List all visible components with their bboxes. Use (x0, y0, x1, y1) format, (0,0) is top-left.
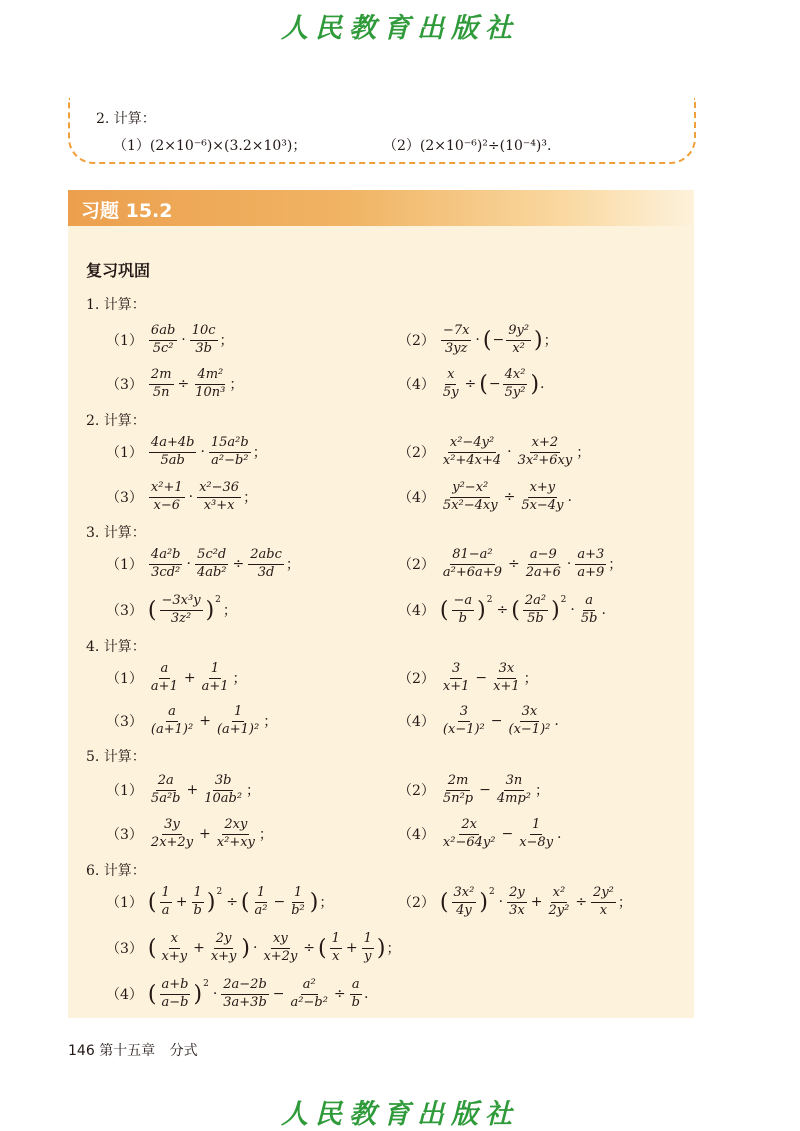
q6-item-4: （4） ( $\frac{a+b}{a-b}$ ) 2 · $\frac{2a-2b}{3a+3b}$ − $\frac{\text{a²}}{\text{a²−b²}}$ ÷ $\frac{a}{b}$ . (106, 977, 369, 1010)
question-3: 3. 计算： (86, 525, 146, 541)
q1-item-3: （3） $\frac{2m}{5n}$ ÷ $\frac{\text{4m²}}{\text{10n³}}$ ； (106, 367, 244, 400)
watermark-bottom: 人民教育出版社 (281, 1099, 519, 1130)
q3-item-3: （3） ( $\frac{\text{−3x³y}}{\text{3z²}}$ ) 2 ； (106, 593, 237, 626)
q1-item-4: （4） $\frac{x}{5y}$ ÷ ( − $\frac{\text{4x²}}{\text{5y²}}$ ) . (398, 367, 545, 400)
question-5: 5. 计算： (86, 749, 146, 765)
q6-item-1: （1） ( $\frac{1}{a}$ + $\frac{1}{b}$ ) 2 ÷ ( $\frac{1}{\text{a²}}$ − $\frac{1}{\text{b²}}$ ) ； (106, 885, 334, 918)
page-footer (68, 1040, 198, 1060)
q3-item-2: （2） $\frac{\text{81−a²}}{\text{a²+6a+9}}$ ÷ $\frac{a-9}{2a+6}$ · $\frac{a+3}{a+9}$ ； (398, 547, 623, 580)
q4-item-4: （4） $\frac{3}{\text{(x−1)²}}$ − $\frac{3x}{\text{(x−1)²}}$ . (398, 704, 559, 737)
q1-item-2: （2） $\frac{-7x}{3yz}$ · ( − $\frac{\text{9y²}}{\text{x²}}$ ) ； (398, 323, 558, 356)
question-1: 1. 计算： (86, 297, 146, 313)
q5-item-1: （1） $\frac{2a}{\text{5a²b}}$ + $\frac{3b}{\text{10ab²}}$ ； (106, 773, 261, 806)
q5-item-4: （4） $\frac{2x}{\text{x²−64y²}}$ − $\frac{1}{x-8y}$ . (398, 817, 562, 850)
practice-item-2: （2）(2×10⁻⁶)²÷(10⁻⁴)³. (383, 138, 552, 154)
q2-item-2: （2） $\frac{\text{x²−4y²}}{\text{x²+4x+4}}$ · $\frac{x+2}{\text{3x²+6xy}}$ ； (398, 435, 591, 468)
chapter-title: 分式 (169, 1043, 198, 1059)
section-title: 复习巩固 (86, 261, 151, 280)
q3-item-1: （1） $\frac{\text{4a²b}}{\text{3cd²}}$ · $\frac{\text{5c²d}}{\text{4ab²}}$ ÷ $\frac{\text{2abc}}{3d}$ ； (106, 547, 300, 580)
q4-item-3: （3） $\frac{a}{\text{(a+1)²}}$ + $\frac{1}{\text{(a+1)²}}$ ； (106, 704, 278, 737)
watermark-top: 人民教育出版社 (281, 13, 519, 44)
page-number: 146 (68, 1043, 95, 1059)
q2-item-1: （1） $\frac{4a+4b}{5ab}$ · $\frac{\text{15a²b}}{\text{a²−b²}}$ ； (106, 435, 267, 468)
q2-item-4: （4） $\frac{\text{y²−x²}}{\text{5x²−4xy}}$ ÷ $\frac{x+y}{5x-4y}$ . (398, 480, 572, 513)
q6-item-3: （3） ( $\frac{x}{x+y}$ + $\frac{2y}{x+y}$ ) · $\frac{xy}{x+2y}$ ÷ ( $\frac{1}{x}$ + $\frac{1}{y}$ ) ； (106, 931, 401, 964)
practice-item-1: （1）(2×10⁻⁶)×(3.2×10³)； (113, 138, 307, 154)
exercise-title: 习题 15.2 (81, 200, 173, 222)
q1-item-1: （1） $\frac{6ab}{\text{5c²}}$ · $\frac{10c}{3b}$ ； (106, 323, 234, 356)
practice-title: 2. 计算： (96, 111, 156, 127)
question-2: 2. 计算： (86, 413, 146, 429)
q5-item-3: （3） $\frac{3y}{2x+2y}$ + $\frac{2xy}{\text{x²+xy}}$ ； (106, 817, 273, 850)
q4-item-2: （2） $\frac{3}{x+1}$ − $\frac{3x}{x+1}$ ； (398, 661, 538, 694)
q2-item-3: （3） $\frac{\text{x²+1}}{x-6}$ · $\frac{\text{x²−36}}{\text{x³+x}}$ ； (106, 480, 258, 513)
question-4: 4. 计算： (86, 639, 146, 655)
q6-item-2: （2） ( $\frac{\text{3x²}}{4y}$ ) 2 · $\frac{2y}{3x}$ + $\frac{\text{x²}}{\text{2y²}}$ ÷ $\frac{\text{2y²}}{x}$ ； (398, 885, 632, 918)
q3-item-4: （4） ( $\frac{-a}{b}$ ) 2 ÷ ( $\frac{\text{2a²}}{5b}$ ) 2 · $\frac{a}{5b}$ . (398, 593, 606, 626)
chapter-label: 第十五章 (99, 1043, 156, 1059)
exercise-header (68, 190, 694, 226)
q5-item-2: （2） $\frac{2m}{\text{5n²p}}$ − $\frac{3n}{\text{4mp²}}$ ； (398, 773, 549, 806)
question-6: 6. 计算： (86, 863, 146, 879)
q4-item-1: （1） $\frac{a}{a+1}$ + $\frac{1}{a+1}$ ； (106, 661, 247, 694)
